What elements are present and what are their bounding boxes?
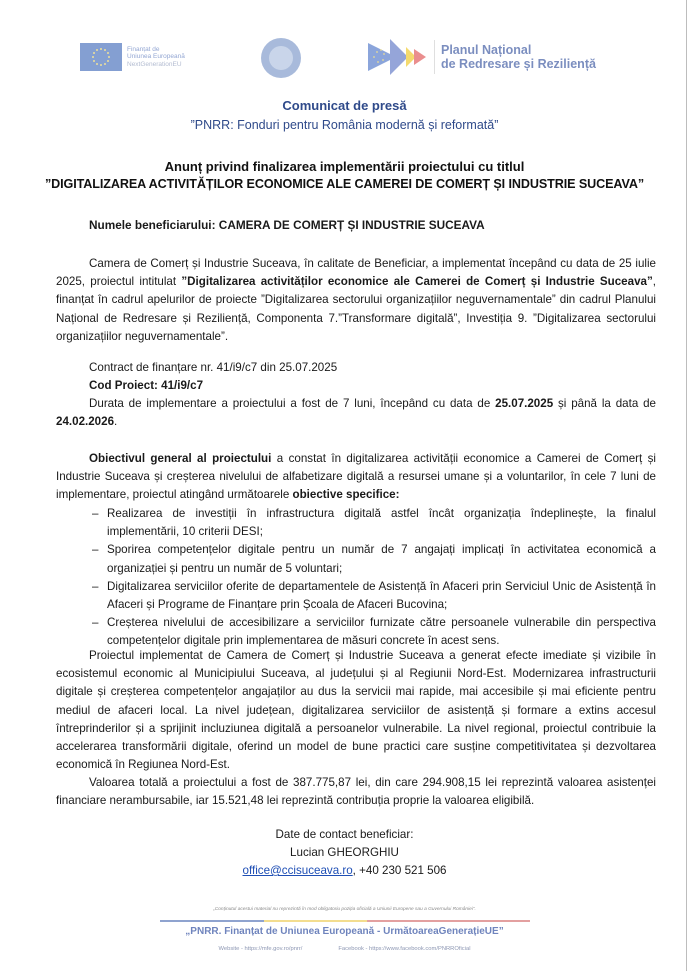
dash-bullet-icon: – bbox=[92, 507, 99, 520]
dash-bullet-icon: – bbox=[92, 616, 99, 630]
page-edge bbox=[686, 0, 687, 971]
impact-paragraph: Proiectul implementat de Camera de Comerț și Industrie Suceava a generat efecte imediate și vizibile în ecosistemul economic al Municipiului Suceava, al județului și al Regiunii Nord-Est. Modernizarea infrastructurii digitale și creșterea competențelor angajaților au dus la servicii mai rapide, mai accesibile și mai eficiente pentru mediul de afaceri local. La nivel județean, digitalizarea serviciilor de asistență și formare a extins accesul întreprinderilor și a sprijinit incluziunea digitală a persoanelor vulnerabile. La nivel regional, proiectul contribuie la accelerarea transformării digitale, oferind un model de bune practici care susține competitivitatea și dezvoltarea economică în Regiunea Nord-Est. bbox=[56, 649, 656, 772]
end-date: 24.02.2026 bbox=[56, 415, 115, 429]
pnrr-arrows-icon bbox=[368, 39, 430, 75]
dash-bullet-icon: – bbox=[92, 579, 99, 593]
email-link[interactable]: office@ccisuceava.ro bbox=[242, 864, 353, 877]
contact-label: Date de contact beneficiar: bbox=[275, 828, 414, 841]
project-value-paragraph: Valoarea totală a proiectului a fost de 387.775,87 lei, din care 294.908,15 lei reprezintă valoarea asistenței financiare nerambursabile, iar 15.521,48 lei reprezintă contribuția proprie la valoarea eligibilă. bbox=[56, 776, 656, 808]
eu-logo-line1: Finanțat de bbox=[127, 45, 160, 53]
implementation-duration: Durata de implementare a proiectului a fost de 7 luni, începând cu data de 25.07.2025 și până la data de 24.02.2026. bbox=[56, 397, 656, 429]
project-name-bold: ”Digitalizarea activităților economice ale Camerei de Comerț și Industrie Suceava” bbox=[181, 275, 653, 289]
contact-details bbox=[0, 864, 689, 877]
financing-contract: Contract de finanțare nr. 41/i9/c7 din 25.07.2025 bbox=[89, 361, 338, 374]
beneficiary-name: Numele beneficiarului: CAMERA DE COMERȚ ȘI INDUSTRIE SUCEAVA bbox=[89, 218, 485, 232]
eu-logo-line2: Uniunea Europeană bbox=[127, 53, 185, 61]
dash-bullet-icon: – bbox=[92, 543, 99, 557]
list-item: – Realizarea de investiții în infrastructura digitală astfel încât organizația îndeplinește, la finalul implementării, 10 criterii DESI; bbox=[92, 507, 656, 539]
project-code: Cod Proiect: 41/i9/c7 bbox=[89, 379, 204, 392]
eu-logo-line3: NextGenerationEU bbox=[127, 60, 182, 68]
press-release-subtitle: ”PNRR: Fonduri pentru România modernă și reformată” bbox=[190, 118, 499, 132]
footer-links bbox=[0, 946, 689, 952]
romanian-government-seal-icon bbox=[261, 38, 301, 78]
pnrr-logo-line1: Planul Național bbox=[441, 43, 532, 57]
announcement-heading: Anunț privind finalizarea implementării proiectului cu titlul bbox=[164, 159, 525, 174]
website-link[interactable]: Website - https://mfe.gov.ro/pnrr/ bbox=[218, 946, 303, 952]
footer-slogan: „PNRR. Finanțat de Uniunea Europeană - UrmătoareaGenerațieUE” bbox=[185, 926, 504, 937]
eu-flag-icon bbox=[80, 43, 122, 71]
press-release-title: Comunicat de presă bbox=[282, 98, 407, 113]
general-objective-paragraph: Obiectivul general al proiectului a constat în digitalizarea activității economice a Camerei de Comerț și Industrie Suceava și creșterea nivelului de alfabetizare digitală a resursei umane și a voluntarilor, în cele 7 luni de implementare, proiectul atingând următoarele obiective specifice: bbox=[56, 452, 656, 502]
pnrr-logo-line2: de Redresare și Reziliență bbox=[441, 57, 596, 71]
list-item: – Sporirea competențelor digitale pentru un număr de 7 angajați implicați în activitatea economică a organizației și pentru un număr de 5 voluntari; bbox=[92, 543, 656, 575]
header-logos bbox=[0, 38, 689, 88]
project-title: ”DIGITALIZAREA ACTIVITĂȚILOR ECONOMICE ALE CAMEREI DE COMERȚ ȘI INDUSTRIE SUCEAVA” bbox=[44, 177, 645, 191]
specific-objectives-list bbox=[92, 505, 656, 651]
contact-name: Lucian GHEORGHIU bbox=[290, 846, 399, 859]
phone-number: , +40 230 521 506 bbox=[352, 864, 447, 877]
list-item: – Digitalizarea serviciilor oferite de departamentele de Asistență în Afaceri prin Serviciul Unic de Asistență în Afaceri și Programe de Finanțare prin Școala de Afaceri Bucovina; bbox=[92, 579, 656, 612]
pnrr-logo bbox=[368, 39, 596, 75]
start-date: 25.07.2025 bbox=[495, 397, 554, 410]
facebook-link[interactable]: Facebook - https://www.facebook.com/PNRROficial bbox=[338, 946, 471, 952]
list-item: – Creșterea nivelului de accesibilizare a serviciilor furnizate către persoanele vulnerabile din perspectiva competențelor digitale prin implementarea de măsuri concrete în acest sens. bbox=[92, 616, 656, 648]
footer-color-bar bbox=[160, 920, 530, 922]
eu-logo-text bbox=[127, 46, 185, 69]
intro-paragraph: Camera de Comerț și Industrie Suceava, în calitate de Beneficiar, a implementat începând cu data de 25 iulie 2025, proiectul intitulat ”Digitalizarea activităților economice ale Camerei de Comerț și Industrie Suceava”, finanțat în cadrul apelurilor de proiecte ”Digitalizarea sectorului organizațiilor neguvernamentale” din cadrul Planului Național de Redresare și Reziliență, Componenta 7.”Transformare digitală”, Investiția 9. ”Digitalizarea sectorului organizațiilor neguvernamentale”. bbox=[56, 257, 656, 343]
eu-funding-logo bbox=[80, 43, 185, 71]
footer-disclaimer: „Conținutul acestui material nu reprezintă în mod obligatoriu poziția oficială a Uniunii Europene sau a Guvernului României”. bbox=[213, 907, 476, 912]
